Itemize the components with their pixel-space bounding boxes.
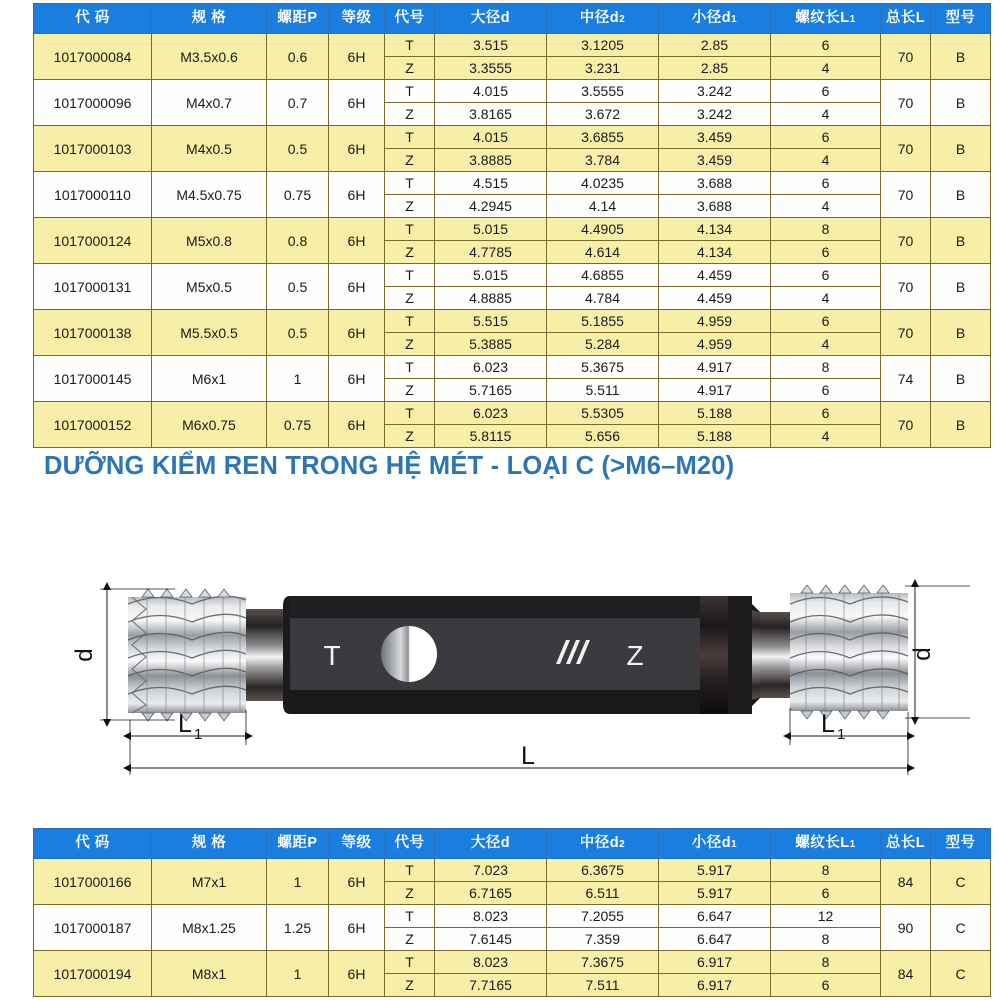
col-header-pitch-dia: 中径d2 — [547, 4, 659, 34]
cell-pitch-dia: 3.784 — [547, 149, 659, 172]
cell-grade: 6H — [329, 356, 385, 402]
cell-minor-dia: 4.459 — [659, 264, 771, 287]
cell-total-length: 70 — [881, 310, 931, 356]
cell-pitch: 0.5 — [267, 264, 329, 310]
cell-model: B — [931, 402, 991, 448]
cell-spec: M5.5x0.5 — [152, 310, 267, 356]
col-header-code: 代 码 — [34, 829, 152, 859]
cell-spec: M6x1 — [152, 356, 267, 402]
cell-code: 1017000124 — [34, 218, 152, 264]
cell-thread-length: 6 — [771, 882, 881, 905]
cell-symbol: Z — [385, 103, 435, 126]
cell-spec: M5x0.8 — [152, 218, 267, 264]
cell-code: 1017000110 — [34, 172, 152, 218]
cell-thread-length: 4 — [771, 195, 881, 218]
cell-minor-dia: 3.242 — [659, 103, 771, 126]
cell-symbol: T — [385, 34, 435, 57]
cell-code: 1017000138 — [34, 310, 152, 356]
col-header-pitch: 螺距P — [267, 829, 329, 859]
cell-spec: M4.5x0.75 — [152, 172, 267, 218]
cell-grade: 6H — [329, 218, 385, 264]
section-title: DƯỠNG KIỂM REN TRONG HỆ MÉT - LOẠI C (>M6–M20) — [44, 452, 735, 480]
cell-symbol: Z — [385, 287, 435, 310]
cell-spec: M8x1 — [152, 951, 267, 997]
cell-major-dia: 6.023 — [435, 356, 547, 379]
cell-thread-length: 6 — [771, 974, 881, 997]
cell-total-length: 90 — [881, 905, 931, 951]
cell-symbol: T — [385, 356, 435, 379]
cell-symbol: T — [385, 905, 435, 928]
cell-pitch: 0.6 — [267, 34, 329, 80]
cell-model: C — [931, 905, 991, 951]
cell-thread-length: 6 — [771, 34, 881, 57]
cell-major-dia: 7.6145 — [435, 928, 547, 951]
cell-grade: 6H — [329, 402, 385, 448]
cell-total-length: 70 — [881, 402, 931, 448]
cell-symbol: T — [385, 951, 435, 974]
cell-thread-length: 6 — [771, 126, 881, 149]
table-row — [34, 218, 991, 241]
table-row — [34, 310, 991, 333]
cell-total-length: 70 — [881, 172, 931, 218]
cell-grade: 6H — [329, 126, 385, 172]
cell-symbol: T — [385, 859, 435, 882]
cell-symbol: Z — [385, 882, 435, 905]
bottom-table-container — [33, 828, 976, 997]
cell-grade: 6H — [329, 264, 385, 310]
cell-minor-dia: 3.459 — [659, 126, 771, 149]
cell-minor-dia: 4.959 — [659, 310, 771, 333]
cell-total-length: 70 — [881, 264, 931, 310]
cell-total-length: 70 — [881, 34, 931, 80]
gauge-collar — [700, 596, 728, 714]
cell-symbol: T — [385, 264, 435, 287]
cell-total-length: 84 — [881, 859, 931, 905]
cell-symbol: T — [385, 80, 435, 103]
right-threaded-tip — [790, 585, 908, 719]
cell-thread-length: 4 — [771, 57, 881, 80]
cell-spec: M5x0.5 — [152, 264, 267, 310]
cell-pitch: 1 — [267, 859, 329, 905]
cell-thread-length: 6 — [771, 402, 881, 425]
col-header-total-length: 总长L — [881, 829, 931, 859]
cell-major-dia: 6.023 — [435, 402, 547, 425]
cell-major-dia: 5.7165 — [435, 379, 547, 402]
cell-symbol: Z — [385, 379, 435, 402]
cell-minor-dia: 6.647 — [659, 905, 771, 928]
svg-text:L: L — [178, 710, 192, 738]
cell-major-dia: 3.8165 — [435, 103, 547, 126]
cell-grade: 6H — [329, 80, 385, 126]
cell-total-length: 74 — [881, 356, 931, 402]
cell-minor-dia: 4.917 — [659, 379, 771, 402]
cell-total-length: 70 — [881, 80, 931, 126]
cell-minor-dia: 5.917 — [659, 882, 771, 905]
dim-label-overall-L: L — [521, 742, 535, 770]
cell-minor-dia: 4.917 — [659, 356, 771, 379]
thread-gauge-table-b — [33, 3, 991, 448]
col-header-symbol: 代号 — [385, 4, 435, 34]
cell-pitch-dia: 4.0235 — [547, 172, 659, 195]
dim-label-d-right: d — [909, 647, 936, 661]
cell-model: C — [931, 859, 991, 905]
cell-code: 1017000166 — [34, 859, 152, 905]
cell-symbol: Z — [385, 57, 435, 80]
cell-major-dia: 4.7785 — [435, 241, 547, 264]
cell-code: 1017000145 — [34, 356, 152, 402]
cell-thread-length: 8 — [771, 356, 881, 379]
cell-symbol: Z — [385, 974, 435, 997]
table-row — [34, 126, 991, 149]
cell-symbol: T — [385, 218, 435, 241]
col-header-model: 型号 — [931, 829, 991, 859]
cell-total-length: 84 — [881, 951, 931, 997]
gauge-shoulder — [728, 596, 752, 714]
cell-model: B — [931, 80, 991, 126]
svg-text:L: L — [821, 710, 835, 738]
cell-thread-length: 4 — [771, 149, 881, 172]
cell-model: B — [931, 264, 991, 310]
cell-thread-length: 4 — [771, 333, 881, 356]
thread-plug-gauge-diagram — [0, 560, 1000, 820]
cell-minor-dia: 3.688 — [659, 172, 771, 195]
cell-pitch-dia: 5.511 — [547, 379, 659, 402]
col-header-thread-length: 螺纹长L1 — [771, 829, 881, 859]
cell-model: B — [931, 310, 991, 356]
cell-pitch-dia: 5.284 — [547, 333, 659, 356]
left-threaded-tip — [128, 589, 246, 721]
cell-minor-dia: 3.242 — [659, 80, 771, 103]
table-header-row — [34, 829, 991, 859]
cell-minor-dia: 4.959 — [659, 333, 771, 356]
cell-major-dia: 5.515 — [435, 310, 547, 333]
cell-pitch-dia: 6.511 — [547, 882, 659, 905]
table-row — [34, 859, 991, 882]
col-header-thread-length: 螺纹长L1 — [771, 4, 881, 34]
col-header-minor-dia: 小径d1 — [659, 4, 771, 34]
cell-minor-dia: 2.85 — [659, 34, 771, 57]
cell-thread-length: 6 — [771, 264, 881, 287]
cell-thread-length: 8 — [771, 218, 881, 241]
cell-pitch: 1 — [267, 356, 329, 402]
cell-symbol: Z — [385, 195, 435, 218]
cell-total-length: 70 — [881, 126, 931, 172]
cell-model: B — [931, 356, 991, 402]
cell-spec: M3.5x0.6 — [152, 34, 267, 80]
cell-thread-length: 6 — [771, 172, 881, 195]
table-row — [34, 905, 991, 928]
cell-model: B — [931, 172, 991, 218]
cell-pitch-dia: 3.231 — [547, 57, 659, 80]
cell-major-dia: 7.023 — [435, 859, 547, 882]
cell-pitch-dia: 3.1205 — [547, 34, 659, 57]
cell-major-dia: 3.3555 — [435, 57, 547, 80]
cell-symbol: T — [385, 310, 435, 333]
cell-pitch-dia: 4.14 — [547, 195, 659, 218]
cell-major-dia: 5.8115 — [435, 425, 547, 448]
cell-code: 1017000096 — [34, 80, 152, 126]
cell-minor-dia: 4.134 — [659, 218, 771, 241]
cell-spec: M8x1.25 — [152, 905, 267, 951]
body-mark-t: T — [323, 640, 341, 671]
cell-model: B — [931, 126, 991, 172]
col-header-symbol: 代号 — [385, 829, 435, 859]
table-row — [34, 356, 991, 379]
cell-major-dia: 4.515 — [435, 172, 547, 195]
cell-code: 1017000194 — [34, 951, 152, 997]
cell-pitch: 1.25 — [267, 905, 329, 951]
cell-major-dia: 4.2945 — [435, 195, 547, 218]
cell-pitch: 0.7 — [267, 80, 329, 126]
cell-symbol: Z — [385, 425, 435, 448]
cell-symbol: T — [385, 402, 435, 425]
cell-code: 1017000152 — [34, 402, 152, 448]
cell-pitch-dia: 6.3675 — [547, 859, 659, 882]
col-header-pitch: 螺距P — [267, 4, 329, 34]
cell-pitch-dia: 3.5555 — [547, 80, 659, 103]
cell-major-dia: 5.015 — [435, 218, 547, 241]
cell-minor-dia: 5.188 — [659, 425, 771, 448]
gauge-body-hole — [381, 626, 437, 682]
cell-spec: M4x0.5 — [152, 126, 267, 172]
table-row — [34, 34, 991, 57]
dim-label-l1-left — [178, 710, 202, 743]
cell-symbol: Z — [385, 928, 435, 951]
cell-symbol: T — [385, 126, 435, 149]
cell-major-dia: 5.015 — [435, 264, 547, 287]
col-header-model: 型号 — [931, 4, 991, 34]
cell-code: 1017000131 — [34, 264, 152, 310]
cell-thread-length: 6 — [771, 241, 881, 264]
cell-grade: 6H — [329, 310, 385, 356]
cell-thread-length: 4 — [771, 425, 881, 448]
cell-pitch: 1 — [267, 951, 329, 997]
cell-pitch-dia: 3.6855 — [547, 126, 659, 149]
cell-grade: 6H — [329, 951, 385, 997]
col-header-grade: 等级 — [329, 829, 385, 859]
cell-symbol: Z — [385, 241, 435, 264]
cell-pitch-dia: 5.1855 — [547, 310, 659, 333]
cell-minor-dia: 6.647 — [659, 928, 771, 951]
cell-pitch: 0.8 — [267, 218, 329, 264]
cell-major-dia: 6.7165 — [435, 882, 547, 905]
cell-minor-dia: 6.917 — [659, 951, 771, 974]
top-table-container — [33, 3, 976, 448]
cell-major-dia: 4.015 — [435, 80, 547, 103]
table-row — [34, 402, 991, 425]
cell-pitch: 0.5 — [267, 126, 329, 172]
cell-pitch-dia: 4.4905 — [547, 218, 659, 241]
cell-thread-length: 4 — [771, 103, 881, 126]
cell-model: B — [931, 218, 991, 264]
cell-thread-length: 4 — [771, 287, 881, 310]
cell-minor-dia: 6.917 — [659, 974, 771, 997]
cell-model: B — [931, 34, 991, 80]
cell-symbol: Z — [385, 333, 435, 356]
cell-spec: M4x0.7 — [152, 80, 267, 126]
cell-symbol: Z — [385, 149, 435, 172]
cell-minor-dia: 5.188 — [659, 402, 771, 425]
cell-minor-dia: 5.917 — [659, 859, 771, 882]
cell-spec: M6x0.75 — [152, 402, 267, 448]
body-mark-z: Z — [626, 640, 644, 671]
cell-minor-dia: 4.459 — [659, 287, 771, 310]
cell-pitch-dia: 5.5305 — [547, 402, 659, 425]
svg-text:1: 1 — [837, 726, 846, 743]
col-header-code: 代 码 — [34, 4, 152, 34]
cell-model: C — [931, 951, 991, 997]
cell-code: 1017000103 — [34, 126, 152, 172]
cell-pitch-dia: 7.2055 — [547, 905, 659, 928]
cell-grade: 6H — [329, 34, 385, 80]
col-header-total-length: 总长L — [881, 4, 931, 34]
cell-major-dia: 8.023 — [435, 951, 547, 974]
cell-thread-length: 8 — [771, 951, 881, 974]
cell-thread-length: 8 — [771, 928, 881, 951]
cell-pitch-dia: 7.3675 — [547, 951, 659, 974]
cell-pitch-dia: 7.511 — [547, 974, 659, 997]
cell-pitch-dia: 3.672 — [547, 103, 659, 126]
cell-major-dia: 5.3885 — [435, 333, 547, 356]
cell-minor-dia: 3.459 — [659, 149, 771, 172]
table-row — [34, 80, 991, 103]
cell-minor-dia: 2.85 — [659, 57, 771, 80]
cell-pitch: 0.5 — [267, 310, 329, 356]
cell-grade: 6H — [329, 172, 385, 218]
cell-grade: 6H — [329, 905, 385, 951]
col-header-major-dia: 大径d — [435, 829, 547, 859]
table-row — [34, 172, 991, 195]
col-header-minor-dia: 小径d1 — [659, 829, 771, 859]
svg-text:1: 1 — [194, 726, 203, 743]
dim-label-d-left: d — [71, 648, 98, 662]
cell-grade: 6H — [329, 859, 385, 905]
col-header-grade: 等级 — [329, 4, 385, 34]
cell-major-dia: 3.8885 — [435, 149, 547, 172]
col-header-spec: 规 格 — [152, 829, 267, 859]
cell-pitch-dia: 5.3675 — [547, 356, 659, 379]
col-header-pitch-dia: 中径d2 — [547, 829, 659, 859]
cell-pitch-dia: 4.6855 — [547, 264, 659, 287]
cell-thread-length: 6 — [771, 379, 881, 402]
cell-code: 1017000187 — [34, 905, 152, 951]
cell-minor-dia: 4.134 — [659, 241, 771, 264]
cell-code: 1017000084 — [34, 34, 152, 80]
col-header-major-dia: 大径d — [435, 4, 547, 34]
cell-thread-length: 8 — [771, 859, 881, 882]
cell-thread-length: 6 — [771, 310, 881, 333]
cell-minor-dia: 3.688 — [659, 195, 771, 218]
cell-major-dia: 3.515 — [435, 34, 547, 57]
bottom-table-body — [34, 859, 991, 997]
cell-pitch-dia: 5.656 — [547, 425, 659, 448]
cell-symbol: T — [385, 172, 435, 195]
cell-thread-length: 6 — [771, 80, 881, 103]
cell-thread-length: 12 — [771, 905, 881, 928]
cell-major-dia: 4.015 — [435, 126, 547, 149]
cell-pitch-dia: 4.614 — [547, 241, 659, 264]
thread-gauge-table-c — [33, 828, 991, 997]
cell-pitch: 0.75 — [267, 172, 329, 218]
table-row — [34, 951, 991, 974]
cell-spec: M7x1 — [152, 859, 267, 905]
cell-total-length: 70 — [881, 218, 931, 264]
cell-pitch: 0.75 — [267, 402, 329, 448]
cell-major-dia: 7.7165 — [435, 974, 547, 997]
top-table-body — [34, 34, 991, 448]
cell-major-dia: 8.023 — [435, 905, 547, 928]
cell-pitch-dia: 4.784 — [547, 287, 659, 310]
cell-major-dia: 4.8885 — [435, 287, 547, 310]
col-header-spec: 规 格 — [152, 4, 267, 34]
table-row — [34, 264, 991, 287]
cell-pitch-dia: 7.359 — [547, 928, 659, 951]
table-header-row — [34, 4, 991, 34]
